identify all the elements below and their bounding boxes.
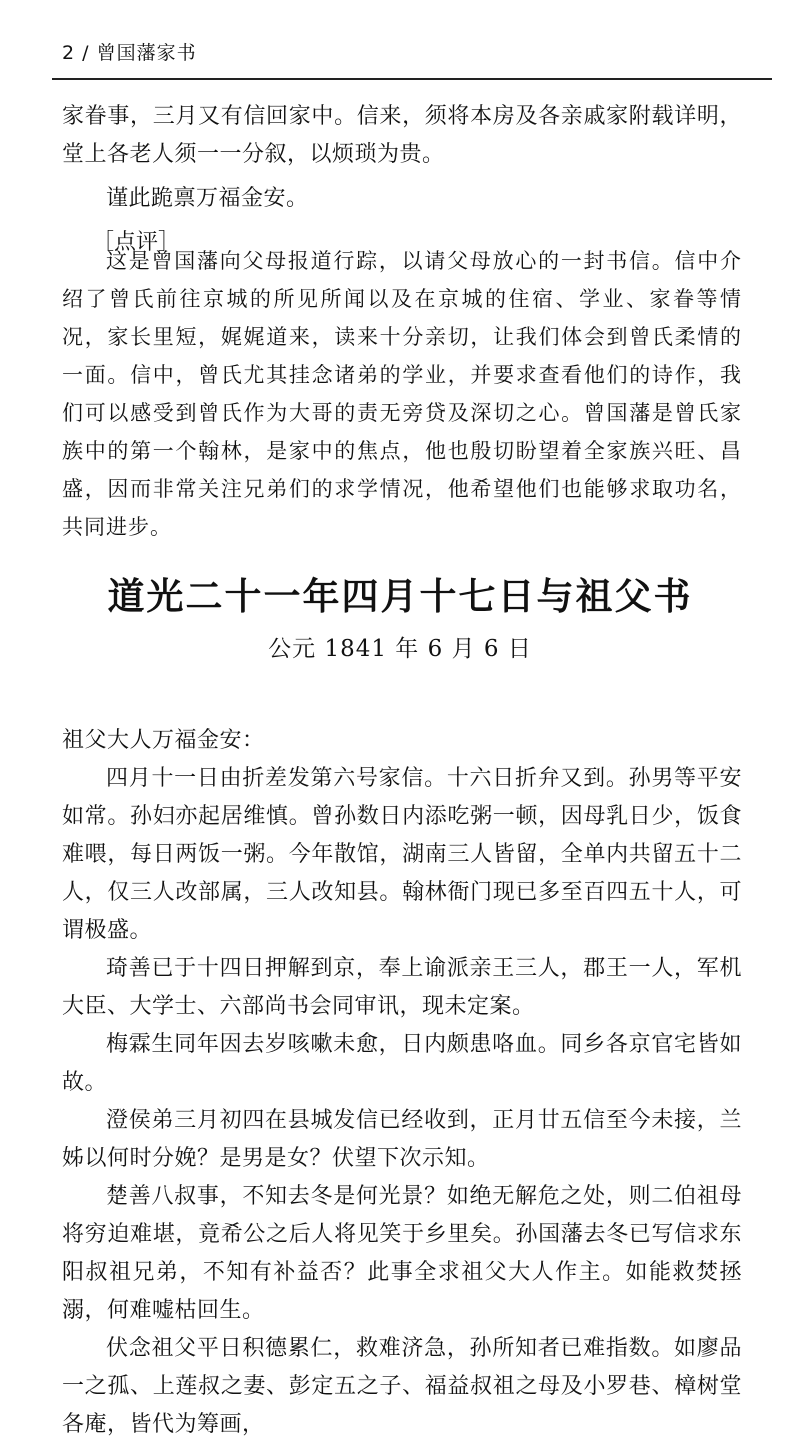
paragraph: 四月十一日由折差发第六号家信。十六日折弁又到。孙男等平安如常。孙妇亦起居维慎。曾孙数日内添吃粥一顿，因母乳日少，饭食难喂，每日两饭一粥。今年散馆，湖南三人皆留，全单内共留五十二人，仅三人改部属，三人改知县。翰林衙门现已多至百四五十人，可谓极盛。 bbox=[62, 766, 742, 943]
book-title: 曾国藩家书 bbox=[96, 42, 197, 64]
letter-date: 公元 1841 年 6 月 6 日 bbox=[268, 636, 532, 662]
paragraph: 琦善已于十四日押解到京，奉上谕派亲王三人，郡王一人，军机大臣、大学士、六部尚书会同审讯，现未定案。 bbox=[62, 956, 742, 1019]
salutation: 祖父大人万福金安： bbox=[62, 728, 265, 753]
commentary bbox=[62, 242, 742, 546]
commentary-text: 这是曾国藩向父母报道行踪，以请父母放心的一封书信。信中介绍了曾氏前往京城的所见所闻以及在京城的住宿、学业、家眷等情况，家长里短，娓娓道来，读来十分亲切，让我们体会到曾氏柔情的一面。信中，曾氏尤其挂念诸弟的学业，并要求查看他们的诗作，我们可以感受到曾氏作为大哥的责无旁贷及深切之心。曾国藩是曾氏家族中的第一个翰林，是家中的焦点，他也殷切盼望着全家族兴旺、昌盛，因而非常关注兄弟们的求学情况，他希望他们也能够求取功名，共同进步。 bbox=[62, 249, 742, 539]
paragraph: 楚善八叔事，不知去冬是何光景？如绝无解危之处，则二伯祖母将穷迫难堪，竟希公之后人将见笑于乡里矣。孙国藩去冬已写信求东阳叔祖兄弟，不知有补益否？此事全求祖父大人作主。如能救焚拯溺，何难嘘枯回生。 bbox=[62, 1184, 742, 1323]
running-header bbox=[62, 38, 197, 65]
top-text bbox=[62, 98, 742, 262]
paragraph: 伏念祖父平日积德累仁，救难济急，孙所知者已难指数。如廖品一之孤、上莲叔之妻、彭定五之子、福益叔祖之母及小罗巷、樟树堂各庵，皆代为筹画， bbox=[62, 1336, 742, 1437]
letter-title: 道光二十一年四月十七日与祖父书 bbox=[107, 575, 693, 618]
paragraph: 谨此跪禀万福金安。 bbox=[106, 186, 309, 211]
header-separator: / bbox=[82, 42, 90, 64]
paragraph: 梅霖生同年因去岁咳嗽未愈，日内颇患咯血。同乡各京官宅皆如故。 bbox=[62, 1032, 742, 1095]
header-rule bbox=[52, 78, 772, 80]
letter-body bbox=[62, 722, 742, 1444]
paragraph: 家眷事，三月又有信回家中。信来，须将本房及各亲戚家附载详明，堂上各老人须一一分叙，以烦琐为贵。 bbox=[62, 104, 742, 167]
paragraph: 澄侯弟三月初四在县城发信已经收到，正月廿五信至今未接，兰姊以何时分娩？是男是女？伏望下次示知。 bbox=[62, 1108, 742, 1171]
page-number: 2 bbox=[62, 42, 76, 64]
commentary-label: ［点评］ bbox=[92, 230, 181, 255]
